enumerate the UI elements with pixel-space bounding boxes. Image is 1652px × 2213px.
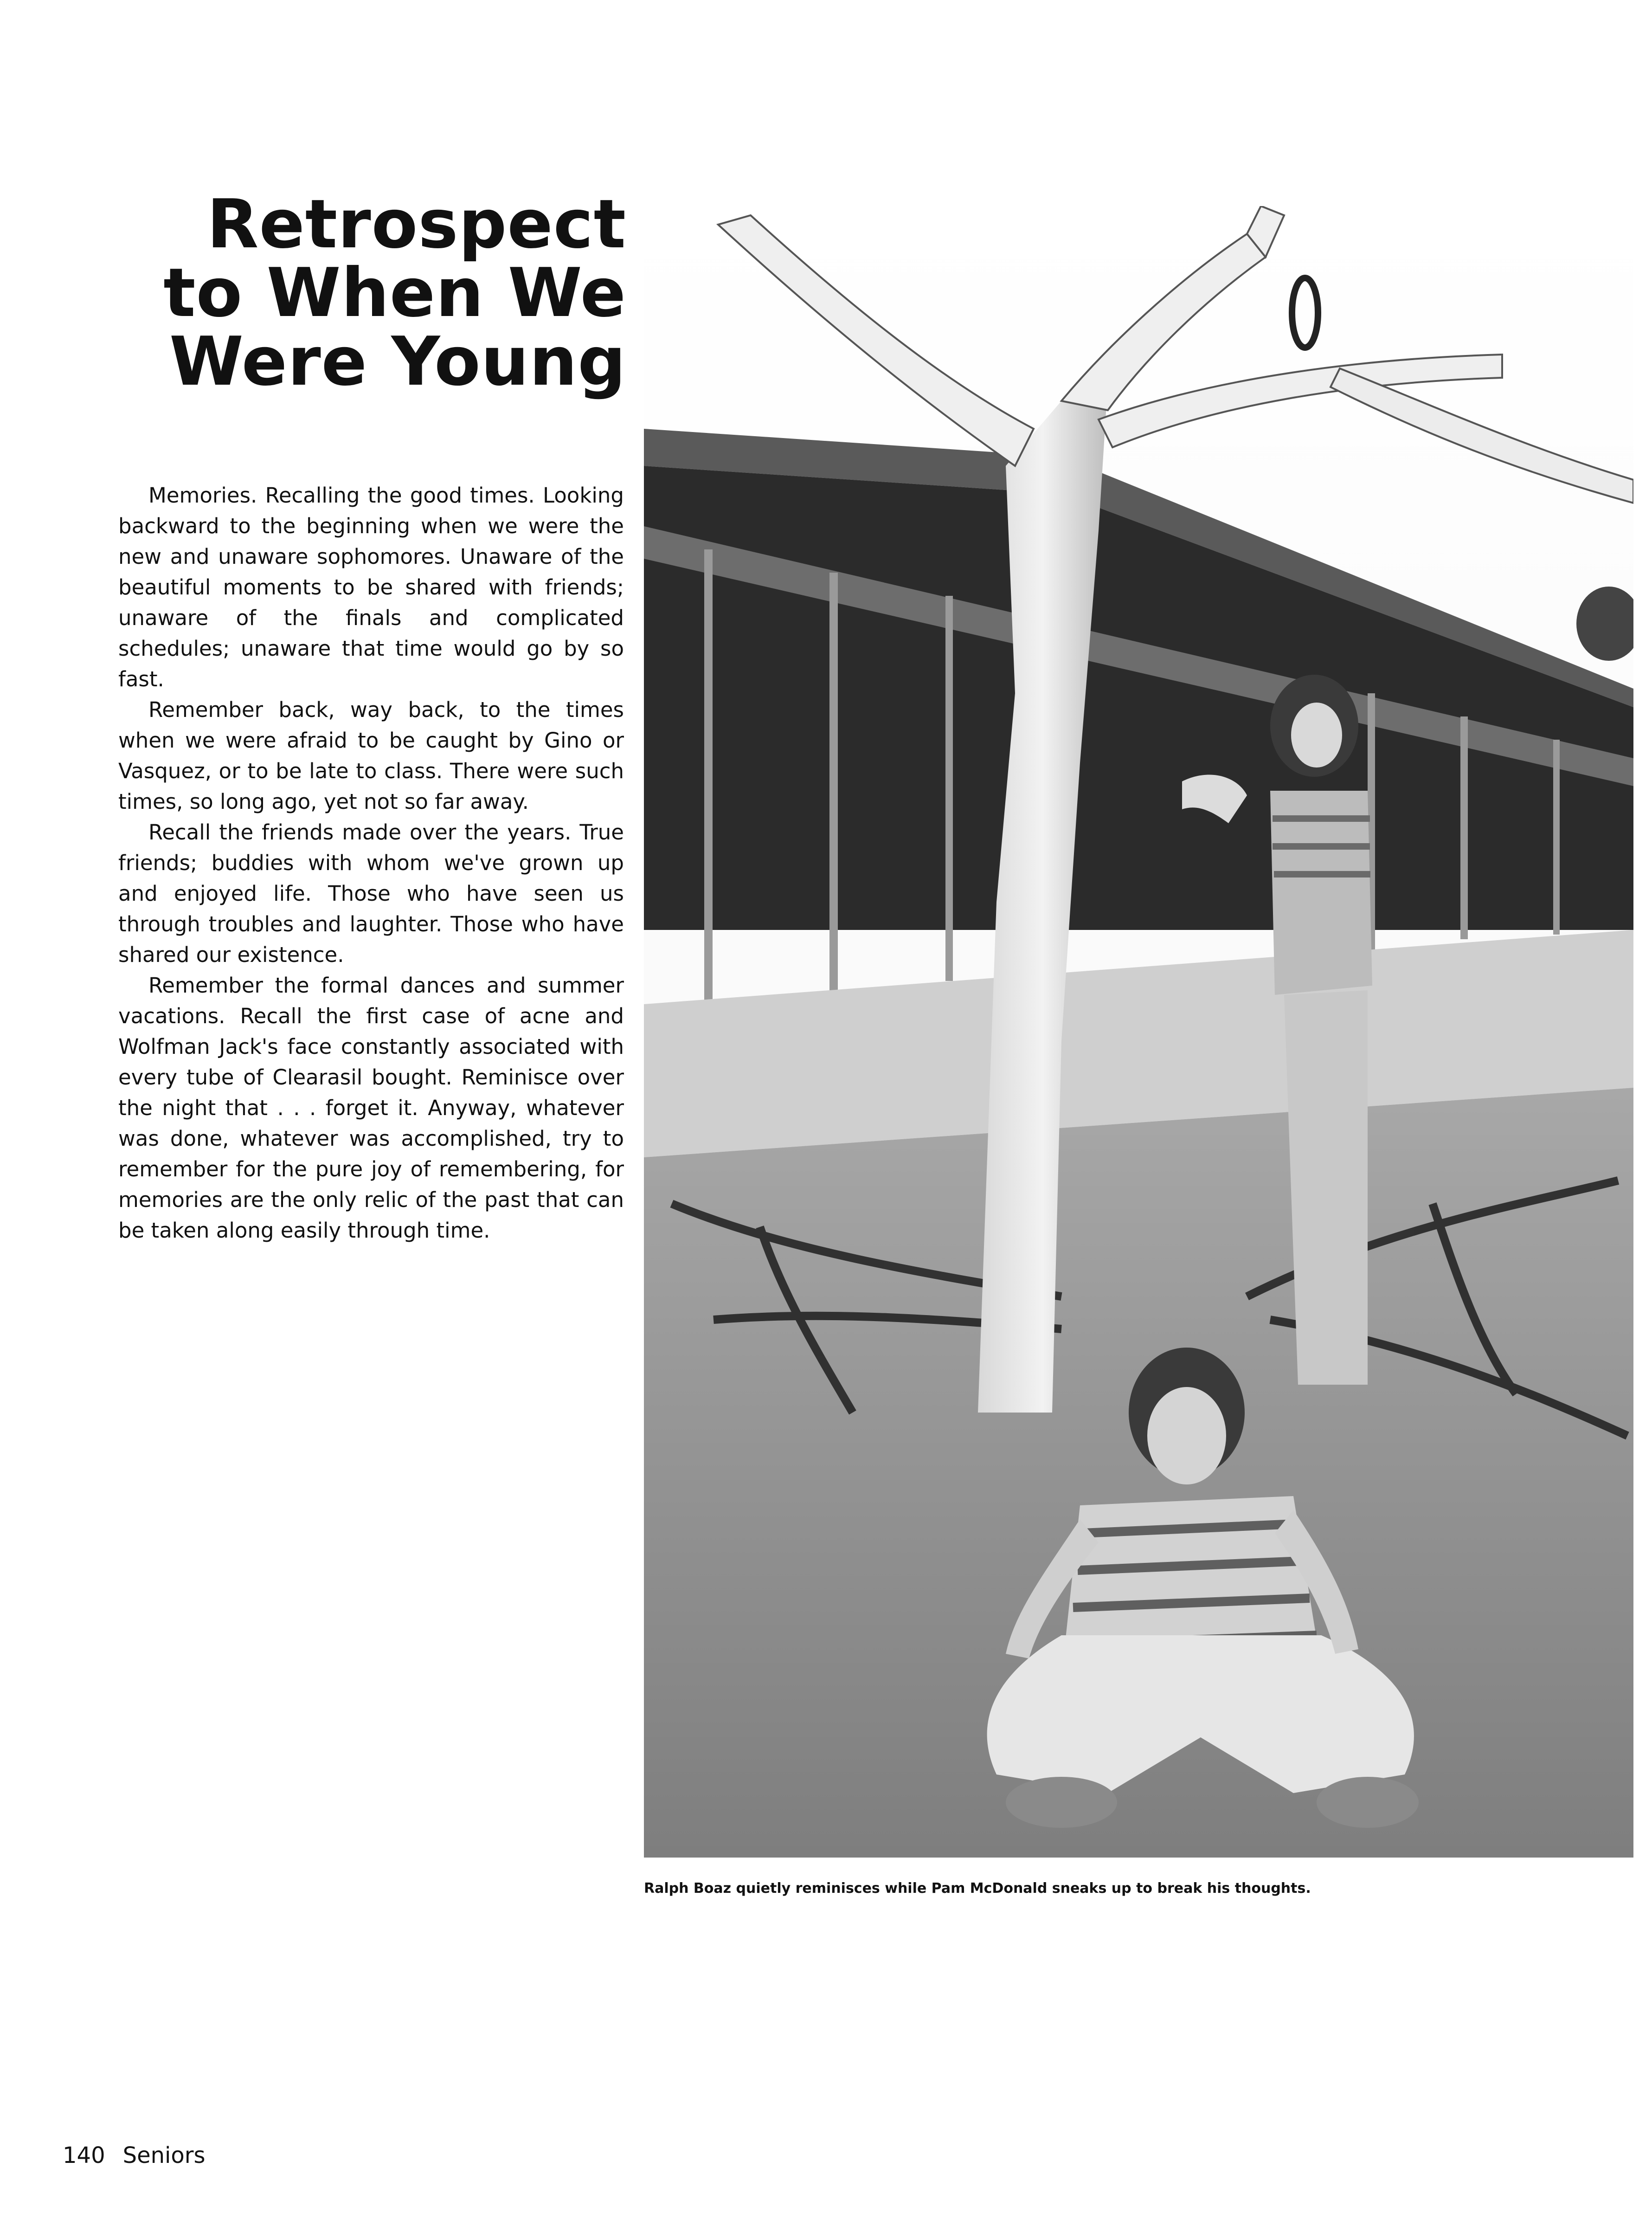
article-body	[118, 480, 624, 1246]
article-paragraph-4: Remember the formal dances and summer vacations. Recall the first case of acne and Wolfman Jack's face constantly associated with every tube of Clearasil bought. Reminisce over the night that . . . forget it. Anyway, whatever was done, whatever was accomplished, try to remember for the pure joy of remembering, for memories are the only relic of the past that can be taken along easily through time.	[118, 973, 624, 1243]
section-name: Seniors	[122, 2142, 206, 2168]
page-number: 140	[63, 2142, 105, 2168]
headline-line-1: Retrospect	[206, 185, 626, 264]
headline-line-3: Were Young	[169, 323, 626, 401]
article-paragraph-2: Remember back, way back, to the times when we were afraid to be caught by Gino or Vasquez, or to be late to class. There were such times, so long ago, yet not so far away.	[118, 697, 624, 814]
headline	[116, 185, 626, 401]
students-tree-photo	[644, 206, 1633, 1858]
article-paragraph-3: Recall the friends made over the years. True friends; buddies with whom we've grown up and enjoyed life. Those who have seen us through troubles and laughter. Those who have shared our existence.	[118, 820, 624, 967]
headline-line-2: to When We	[163, 254, 626, 332]
article-paragraph-1: Memories. Recalling the good times. Looking backward to the beginning when we were the new and unaware sophomores. Unaware of the beautiful moments to be shared with friends; unaware of the finals and complicated schedules; unaware that time would go by so fast.	[118, 483, 624, 691]
photo-caption: Ralph Boaz quietly reminisces while Pam McDonald sneaks up to break his thoughts.	[644, 1880, 1311, 1897]
page-footer	[63, 2142, 206, 2169]
